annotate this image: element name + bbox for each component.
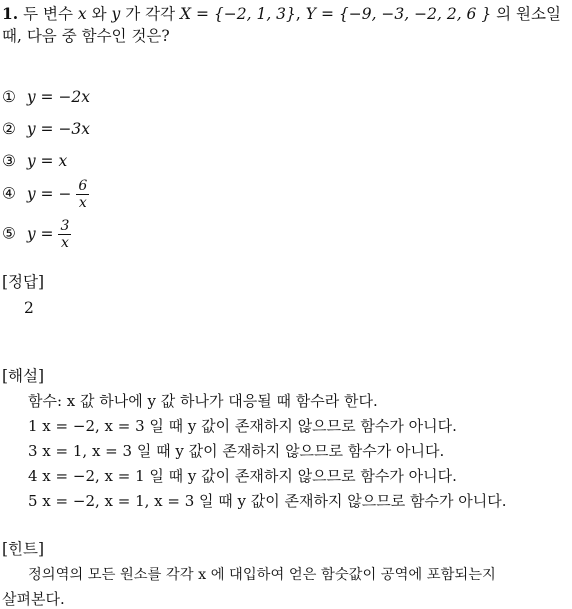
fraction-denominator: x xyxy=(58,234,71,251)
option-3 xyxy=(2,151,67,171)
hint-line-1: 정의역의 모든 원소를 각각 x 에 대입하여 얻은 함숫값이 공역에 포함되는지 xyxy=(28,567,496,583)
question-comma: , xyxy=(295,5,301,23)
option-expr: y = xyxy=(26,224,54,243)
option-expr: y = −2x xyxy=(26,88,91,106)
explanation-line: 4 x = −2, x = 1 일 때 y 값이 존재하지 않으므로 함수가 아니다. xyxy=(28,467,457,485)
explanation-heading: [해설] xyxy=(2,367,45,385)
answer-value: 2 xyxy=(24,299,34,317)
option-expr: y = −3x xyxy=(26,120,91,138)
option-marker: ④ xyxy=(2,184,16,203)
fraction-numerator: 6 xyxy=(78,178,88,194)
option-1 xyxy=(2,87,90,107)
explanation-line: 5 x = −2, x = 1, x = 3 일 때 y 값이 존재하지 않으므로 함수가 아니다. xyxy=(28,492,507,510)
var-x: x xyxy=(77,5,87,23)
question-text-prefix: 두 변수 xyxy=(23,5,73,23)
fraction-denominator: x xyxy=(76,194,89,211)
hint-line-2: 살펴본다. xyxy=(2,590,65,608)
option-marker: ③ xyxy=(2,152,16,170)
question-text-suffix: 의 원소일 xyxy=(496,5,561,23)
hint-heading: [힌트] xyxy=(2,540,45,558)
question-line-2: 때, 다음 중 함수인 것은? xyxy=(2,27,170,45)
option-expr: y = − xyxy=(26,184,72,203)
option-marker: ① xyxy=(2,88,16,106)
option-4 xyxy=(2,178,89,211)
set-y: Y = {−9, −3, −2, 2, 6 } xyxy=(305,5,492,23)
var-y: y xyxy=(111,5,121,23)
question-text-mid1: 와 xyxy=(91,5,107,23)
fraction xyxy=(58,218,71,251)
option-2 xyxy=(2,119,90,139)
option-expr: y = x xyxy=(26,152,68,170)
fraction-numerator: 3 xyxy=(60,218,70,234)
question-line-1 xyxy=(2,2,561,26)
explanation-line: 1 x = −2, x = 3 일 때 y 값이 존재하지 않으므로 함수가 아니다. xyxy=(28,417,457,435)
question-text-mid2: 가 각각 xyxy=(125,5,176,23)
option-marker: ⑤ xyxy=(2,224,16,243)
set-x: X = {−2, 1, 3} xyxy=(180,5,296,23)
option-5 xyxy=(2,218,71,251)
explanation-line: 함수: x 값 하나에 y 값 하나가 대응될 때 함수라 한다. xyxy=(28,392,378,410)
fraction xyxy=(76,178,89,211)
question-number: 1. xyxy=(2,4,19,23)
answer-heading: [정답] xyxy=(2,273,45,291)
option-marker: ② xyxy=(2,120,16,138)
explanation-line: 3 x = 1, x = 3 일 때 y 값이 존재하지 않으므로 함수가 아니다. xyxy=(28,442,445,460)
